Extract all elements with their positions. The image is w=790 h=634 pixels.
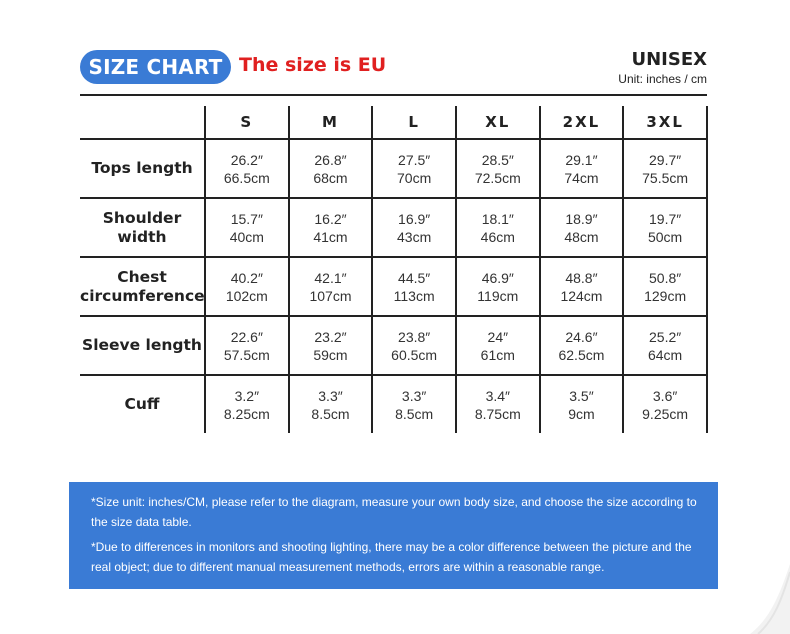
cm-value: 64cm [647, 346, 683, 363]
size-cell [623, 257, 707, 316]
size-cell [289, 257, 373, 316]
notice-color-difference: *Due to differences in monitors and shooting lighting, there may be a color difference between the picture and the real object; due to different manual measurement methods, errors are within a reasonable range. [91, 540, 692, 574]
table-row [80, 375, 707, 433]
cm-value: 70cm [397, 169, 432, 186]
inch-value: 50.8″ [649, 269, 682, 286]
inch-value: 3.6″ [652, 387, 678, 404]
inch-value: 23.8″ [398, 328, 431, 345]
size-cell [289, 375, 373, 433]
inch-value: 3.2″ [234, 387, 260, 404]
size-cell [372, 316, 456, 375]
inch-value: 18.1″ [481, 210, 514, 227]
inch-value: 46.9″ [481, 269, 514, 286]
size-cell [205, 198, 289, 257]
cm-value: 43cm [397, 228, 432, 245]
row-label: Shoulder width [80, 198, 205, 257]
column-header: M [289, 106, 373, 139]
column-header: L [372, 106, 456, 139]
cm-value: 124cm [560, 287, 603, 304]
inch-value: 3.5″ [569, 387, 594, 404]
inch-value: 42.1″ [314, 269, 347, 286]
cm-value: 40cm [229, 228, 264, 245]
size-cell [289, 139, 373, 198]
size-notice-box [69, 482, 718, 589]
size-cell [372, 257, 456, 316]
column-header: S [205, 106, 289, 139]
cm-value: 48cm [564, 228, 599, 245]
inch-value: 29.1″ [565, 151, 598, 168]
cm-value: 8.25cm [223, 405, 270, 422]
size-cell [540, 198, 624, 257]
table-row [80, 139, 707, 198]
cm-value: 8.5cm [395, 405, 434, 422]
size-cell [205, 257, 289, 316]
cm-value: 72.5cm [474, 169, 521, 186]
column-header: 3XL [623, 106, 707, 139]
size-cell [205, 316, 289, 375]
row-label: Chest circumference [80, 257, 205, 316]
cm-value: 74cm [564, 169, 599, 186]
row-label: Sleeve length [80, 316, 205, 375]
size-cell [623, 375, 707, 433]
size-cell [540, 316, 624, 375]
cm-value: 68cm [313, 169, 348, 186]
size-cell [205, 375, 289, 433]
cm-value: 129cm [644, 287, 687, 304]
inch-value: 44.5″ [398, 269, 431, 286]
inch-value: 24.6″ [565, 328, 598, 345]
cm-value: 41cm [313, 228, 348, 245]
cm-value: 57.5cm [223, 346, 270, 363]
size-cell [456, 257, 540, 316]
size-cell [540, 375, 624, 433]
size-cell [372, 375, 456, 433]
inch-value: 48.8″ [565, 269, 598, 286]
size-cell [289, 316, 373, 375]
table-row [80, 198, 707, 257]
inch-value: 3.3″ [401, 387, 427, 404]
size-cell [456, 139, 540, 198]
cm-value: 66.5cm [223, 169, 270, 186]
size-region-note: The size is EU [239, 54, 387, 76]
inch-value: 29.7″ [649, 151, 682, 168]
inch-value: 15.7″ [230, 210, 263, 227]
size-cell [623, 198, 707, 257]
size-cell [623, 316, 707, 375]
cm-value: 75.5cm [642, 169, 689, 186]
inch-value: 18.9″ [565, 210, 598, 227]
cm-value: 8.5cm [311, 405, 350, 422]
inch-value: 23.2″ [314, 328, 347, 345]
size-cell [205, 139, 289, 198]
column-header: 2XL [540, 106, 624, 139]
size-cell [372, 198, 456, 257]
inch-value: 3.4″ [485, 387, 510, 404]
inch-value: 25.2″ [649, 328, 682, 345]
inch-value: 26.2″ [230, 151, 263, 168]
category-label: UNISEX [631, 49, 707, 70]
size-cell [540, 257, 624, 316]
size-chart-title: SIZE CHART [80, 50, 231, 84]
size-cell [372, 139, 456, 198]
cm-value: 9cm [568, 405, 595, 422]
inch-value: 16.2″ [314, 210, 347, 227]
header-divider [80, 94, 707, 96]
decorative-swoosh [730, 564, 790, 634]
row-label: Cuff [124, 395, 160, 413]
inch-value: 27.5″ [398, 151, 431, 168]
cm-value: 113cm [393, 287, 435, 304]
row-label: Tops length [80, 139, 205, 198]
cm-value: 62.5cm [558, 346, 605, 363]
size-cell [456, 375, 540, 433]
cm-value: 60.5cm [391, 346, 438, 363]
table-row [80, 257, 707, 316]
size-cell [289, 198, 373, 257]
size-cell [540, 139, 624, 198]
inch-value: 16.9″ [398, 210, 431, 227]
inch-value: 28.5″ [481, 151, 514, 168]
cm-value: 50cm [647, 228, 683, 245]
column-header: XL [456, 106, 540, 139]
size-cell [456, 316, 540, 375]
cm-value: 59cm [313, 346, 348, 363]
cm-value: 107cm [309, 287, 352, 304]
size-cell [623, 139, 707, 198]
cm-value: 102cm [225, 287, 268, 304]
table-header-row [80, 106, 707, 139]
size-cell [456, 198, 540, 257]
table-row [80, 316, 707, 375]
cm-value: 46cm [480, 228, 515, 245]
corner-header [80, 106, 205, 139]
cm-value: 8.75cm [474, 405, 521, 422]
inch-value: 22.6″ [230, 328, 263, 345]
cm-value: 9.25cm [642, 405, 689, 422]
unit-label: Unit: inches / cm [618, 72, 707, 86]
inch-value: 3.3″ [318, 387, 343, 404]
cm-value: 61cm [480, 346, 515, 363]
inch-value: 40.2″ [230, 269, 263, 286]
cm-value: 119cm [477, 287, 519, 304]
inch-value: 24″ [487, 328, 509, 345]
notice-size-unit: *Size unit: inches/CM, please refer to the diagram, measure your own body size, and choose the size according to the size data table. [91, 495, 697, 529]
size-table [80, 106, 708, 433]
inch-value: 19.7″ [649, 210, 682, 227]
inch-value: 26.8″ [314, 151, 347, 168]
